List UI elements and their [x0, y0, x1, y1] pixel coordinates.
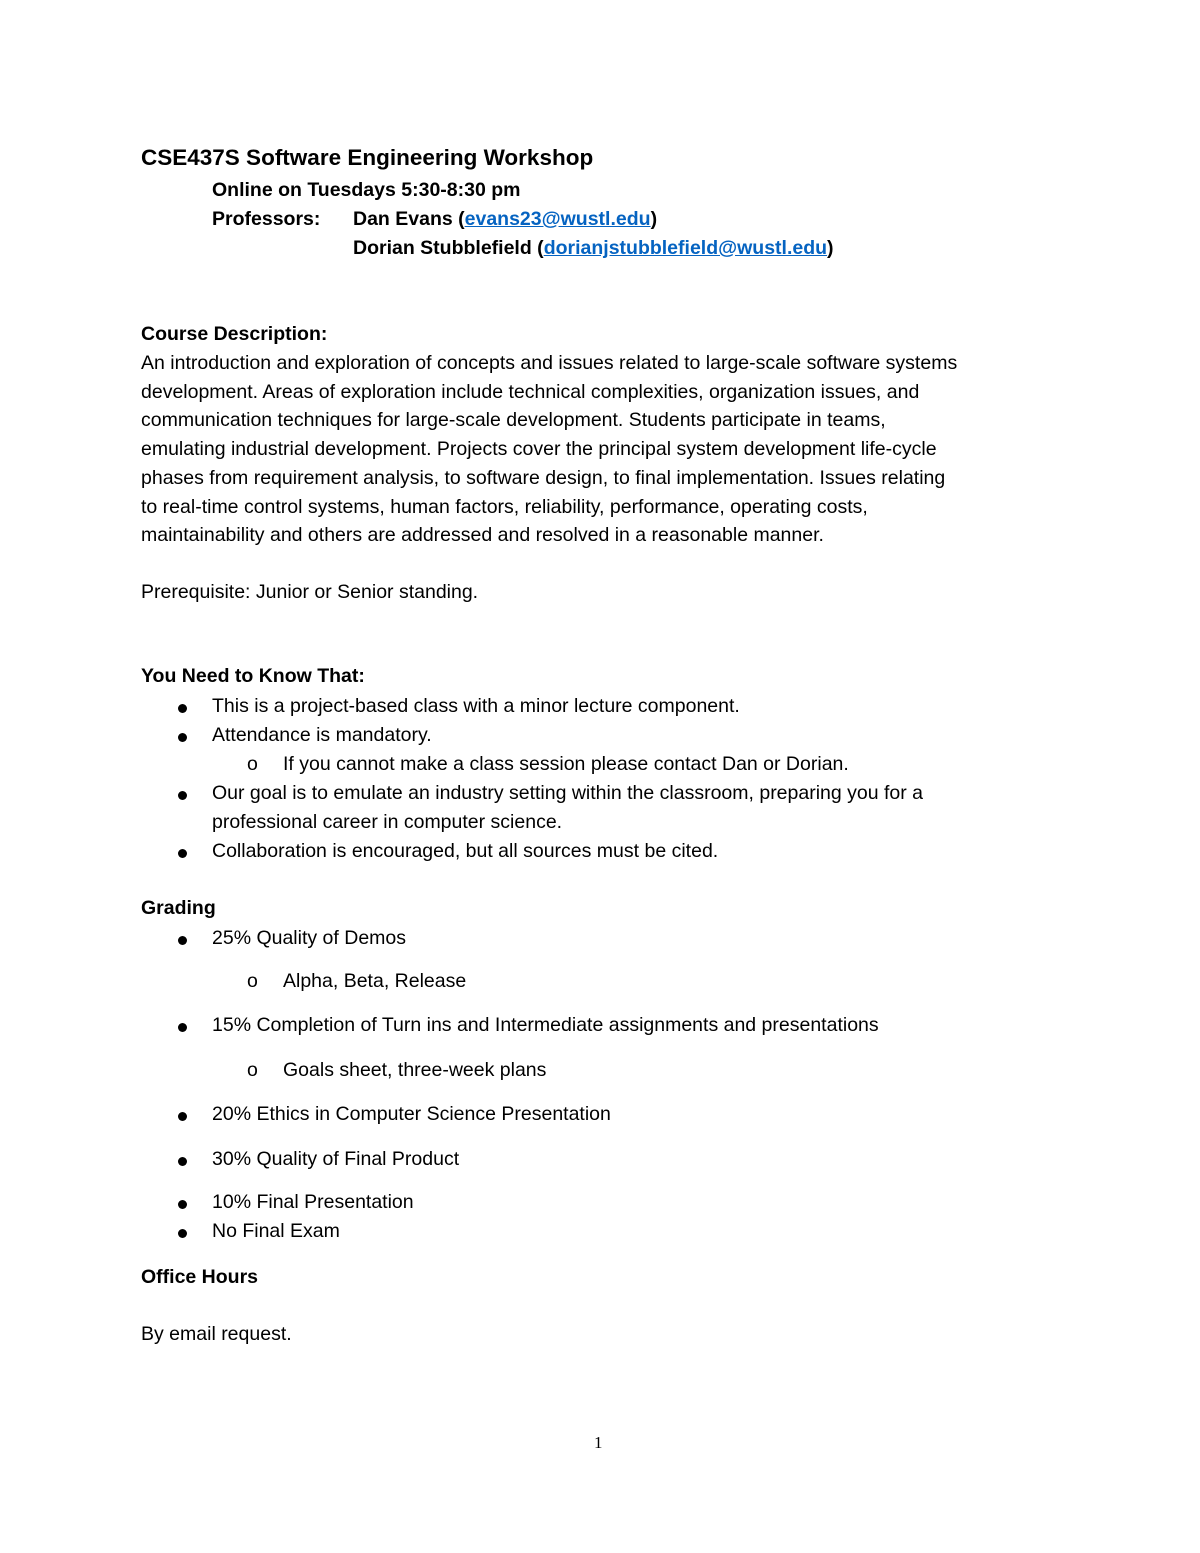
description-line: An introduction and exploration of concepts and issues related to large-scale software systems — [141, 352, 958, 374]
description-line: maintainability and others are addressed and resolved in a reasonable manner. — [141, 524, 824, 547]
course-title: CSE437S Software Engineering Workshop — [141, 145, 594, 170]
description-line: to real-time control systems, human factors, reliability, performance, operating costs, — [141, 495, 868, 518]
grading-heading: Grading — [141, 897, 216, 919]
professor-2-name: Dorian Stubblefield — [353, 237, 532, 259]
need-to-know-heading: You Need to Know That: — [141, 665, 365, 687]
professor-1-paren-close: ) — [650, 208, 658, 230]
bullet-icon — [178, 1112, 187, 1121]
bullet-icon — [178, 849, 187, 858]
description-line: communication techniques for large-scale development. Students participate in teams, — [141, 409, 886, 432]
professor-2 — [353, 237, 834, 260]
bullet-icon — [178, 704, 187, 713]
sub-bullet-marker: o — [247, 753, 258, 775]
page-number: 1 — [594, 1433, 603, 1452]
course-schedule: Online on Tuesdays 5:30-8:30 pm — [212, 179, 521, 201]
description-line: phases from requirement analysis, to software design, to final implementation. Issues relating — [141, 466, 946, 489]
bullet-icon — [178, 1023, 187, 1032]
office-hours-text: By email request. — [141, 1323, 292, 1345]
bullet-icon — [178, 1200, 187, 1209]
professor-2-paren-open: ( — [531, 237, 544, 259]
professor-2-paren-close: ) — [827, 237, 834, 259]
professor-1 — [353, 208, 657, 231]
professor-1-paren-open: ( — [452, 208, 465, 230]
bullet-icon — [178, 733, 187, 742]
description-line: emulating industrial development. Projects cover the principal system development life-cycle — [141, 438, 937, 461]
professor-1-name: Dan Evans — [353, 208, 453, 230]
sub-bullet-marker: o — [247, 970, 258, 992]
sub-bullet-marker: o — [247, 1059, 258, 1081]
professor-1-email-link[interactable]: evans23@wustl.edu — [464, 208, 651, 230]
professors-label: Professors: — [212, 208, 321, 230]
prerequisite-text: Prerequisite: Junior or Senior standing. — [141, 581, 479, 603]
course-description-text — [141, 349, 1061, 550]
syllabus-page: CSE437S Software Engineering Workshop Online on Tuesdays 5:30-8:30 pm Professors: Dan Evans (evans23@wustl.edu) Dorian Stubblefield (dorianjstubblefield@wustl.edu) Course Description: An introduction and exploration of concepts and issues related to large-scale software systems development. Areas of exploration include technical complexities, organization issues, and communication techniques for large-scale development. Students participate in teams, emulating industrial development. Projects cover the principal system development life-cycle phases from requirement analysis, to software design, to final implementation. Issues relating to real-time control systems, human factors, reliability, performance, operating costs, maintainability and others are addressed and resolved in a reasonable manner. Prerequisite: Junior or Senior standing. You Need to Know That: This is a project-based class with a minor lecture component. Attendance is mandatory. o If you cannot make a class session please contact Dan or Dorian. Our goal is to emulate an industry setting within the classroom, preparing you for a professional career in computer science. Collaboration is encouraged, but all sources must be cited. Grading 25% Quality of Demos o Alpha, Beta, Release 15% Completion of Turn ins and Intermediate assignments and presentations o Goals sheet, three-week plans 20% Ethics in Computer Science Presentation 30% Quality of Final Product 10% Final Presentation No Final Exam Office Hours By email request. 1 — [0, 0, 1200, 1553]
bullet-icon — [178, 791, 187, 800]
bullet-icon — [178, 1229, 187, 1238]
office-hours-heading: Office Hours — [141, 1266, 259, 1288]
professor-2-email-link[interactable]: dorianjstubblefield@wustl.edu — [543, 237, 828, 259]
course-description-heading: Course Description: — [141, 323, 328, 345]
description-line: development. Areas of exploration include technical complexities, organization issues, and — [141, 380, 920, 403]
bullet-icon — [178, 1157, 187, 1166]
bullet-icon — [178, 936, 187, 945]
